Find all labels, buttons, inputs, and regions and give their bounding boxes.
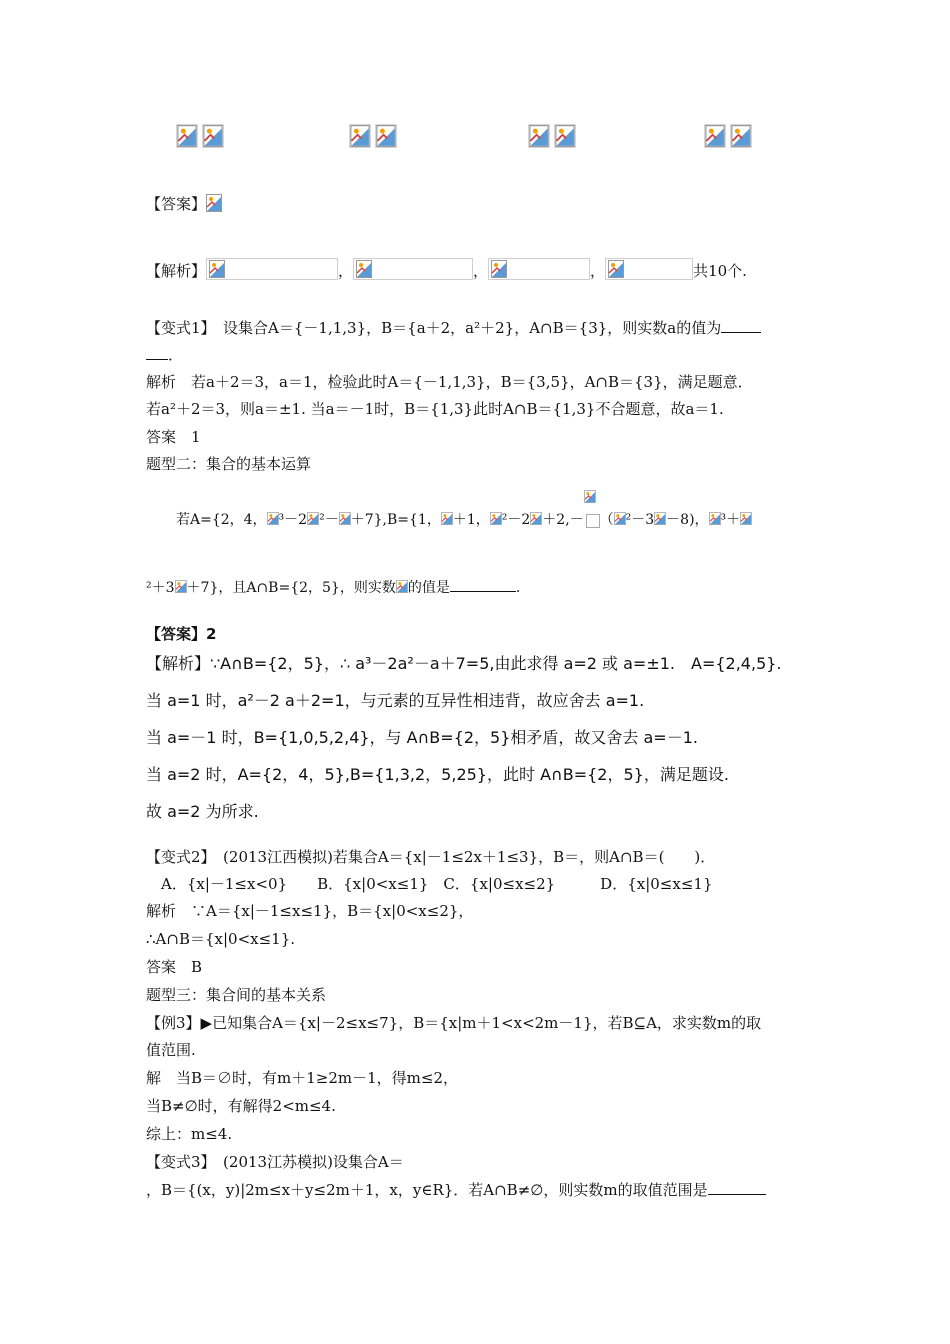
question-text: （ bbox=[599, 512, 614, 528]
broken-image-icon bbox=[349, 124, 371, 148]
variant-1-question-cont bbox=[146, 345, 183, 365]
question-text: 【变式1】 设集合A＝{－1,1,3}，B＝{a＋2，a²＋2}，A∩B＝{3}，则实数a的值为 bbox=[146, 319, 722, 337]
broken-image-icon bbox=[709, 512, 721, 525]
broken-image-icon bbox=[730, 124, 752, 148]
broken-image-icon bbox=[176, 124, 198, 148]
broken-image-icon bbox=[584, 490, 596, 503]
broken-image-icon bbox=[339, 512, 351, 525]
variant-2-analysis-1: 解析 ∵A＝{x|－1≤x≤1}，B＝{x|0<x≤2}， bbox=[146, 902, 474, 920]
formula-image-box bbox=[353, 258, 473, 280]
separator: ， bbox=[473, 262, 489, 280]
variant-3-question: 【变式3】 (2013江苏模拟)设集合A＝ bbox=[146, 1153, 404, 1171]
analysis-2-line-2: 当 a=1 时，a²－2 a＋2=1，与元素的互异性相违背，故应舍去 a=1. bbox=[146, 691, 645, 710]
variant-1-analysis-2: 若a²＋2＝3，则a＝±1. 当a＝－1时，B＝{1,3}此时A∩B＝{1,3}不合题意，故a＝1. bbox=[146, 400, 724, 418]
question-text: ＋7},B={1， bbox=[350, 512, 441, 528]
question-text: ³－2 bbox=[278, 512, 308, 528]
question-text: ²＋3 bbox=[146, 580, 175, 596]
option-a-images bbox=[176, 124, 224, 148]
separator: ， bbox=[590, 262, 606, 280]
analysis-2-line-3: 当 a=－1 时，B={1,0,5,2,4}，与 A∩B={2，5}相矛盾，故又舍去 a=－1. bbox=[146, 728, 698, 747]
question-text: 若A={2，4， bbox=[176, 512, 267, 528]
separator: ， bbox=[338, 262, 354, 280]
question-text: ²－2 bbox=[501, 512, 531, 528]
section-title-type-2: 题型二：集合的基本运算 bbox=[146, 455, 312, 473]
broken-image-icon bbox=[704, 124, 726, 148]
broken-image-icon bbox=[206, 194, 222, 212]
broken-image-icon bbox=[202, 124, 224, 148]
broken-image-icon bbox=[375, 124, 397, 148]
answer-blank bbox=[450, 591, 516, 592]
section-title-type-3: 题型三：集合间的基本关系 bbox=[146, 986, 327, 1004]
variant-1-question bbox=[146, 318, 761, 338]
question-text: ³＋ bbox=[720, 512, 741, 528]
analysis-1-line bbox=[146, 258, 747, 281]
question-text: ，B＝{(x，y)|2m≤x＋y≤2m＋1，x，y∈R}．若A∩B≠∅，则实数m的取值范围是 bbox=[146, 1181, 708, 1199]
broken-image-icon bbox=[490, 512, 502, 525]
broken-image-icon bbox=[530, 512, 542, 525]
formula-image-box bbox=[488, 258, 590, 280]
example-2-line-1 bbox=[176, 508, 752, 530]
analysis-2-line-5: 故 a=2 为所求. bbox=[146, 802, 259, 821]
answer-blank bbox=[146, 359, 168, 360]
example-3-question-cont: 值范围. bbox=[146, 1041, 196, 1059]
question-text: ． bbox=[168, 346, 184, 364]
question-text: . bbox=[515, 580, 521, 596]
example-2-line-2 bbox=[146, 578, 520, 598]
analysis-2-line-1: 【解析】∵A∩B={2，5}，∴ a³－2a²－a＋7=5,由此求得 a=2 或 a=±1. A={2,4,5}. bbox=[146, 654, 782, 673]
broken-image-icon bbox=[175, 580, 187, 593]
formula-image-box bbox=[605, 258, 693, 280]
broken-image-icon bbox=[528, 124, 550, 148]
answer-1-line bbox=[146, 194, 222, 214]
question-text: ²－3 bbox=[625, 512, 655, 528]
question-text: ＋7}，且A∩B={2，5}，则实数 bbox=[186, 580, 396, 596]
variant-1-answer: 答案 1 bbox=[146, 428, 201, 446]
answer-2: 【答案】2 bbox=[146, 625, 217, 643]
question-text: －8)， bbox=[666, 512, 709, 528]
example-3-solution-3: 综上：m≤4. bbox=[146, 1125, 233, 1143]
broken-image-icon bbox=[608, 260, 624, 278]
broken-image-icon bbox=[441, 512, 453, 525]
analysis-2-line-4: 当 a=2 时，A={2，4，5},B={1,3,2，5,25}，此时 A∩B={2，5}，满足题设. bbox=[146, 765, 729, 784]
answer-blank bbox=[721, 332, 761, 333]
analysis-label: 【解析】 bbox=[146, 262, 207, 280]
answer-blank bbox=[708, 1194, 766, 1195]
broken-image-icon bbox=[614, 512, 626, 525]
variant-2-options: A．{x|－1≤x<0} B．{x|0<x≤1} C．{x|0≤x≤2} D．{x|0≤x≤1} bbox=[146, 875, 713, 893]
broken-image-icon bbox=[554, 124, 576, 148]
broken-image-icon bbox=[209, 260, 225, 278]
question-text: ＋1， bbox=[452, 512, 490, 528]
count-text: 共10个. bbox=[693, 262, 747, 280]
broken-image-icon bbox=[307, 512, 319, 525]
broken-image-icon bbox=[396, 580, 408, 593]
broken-image-icon bbox=[267, 512, 279, 525]
broken-image-icon bbox=[654, 512, 666, 525]
variant-2-answer: 答案 B bbox=[146, 958, 203, 976]
option-c-images bbox=[528, 124, 576, 148]
formula-image-box bbox=[206, 258, 338, 280]
answer-label: 【答案】 bbox=[146, 195, 207, 213]
question-text: 的值是 bbox=[407, 580, 450, 596]
variant-2-question: 【变式2】 (2013江西模拟)若集合A＝{x|－1≤2x＋1≤3}，B＝，则A∩B＝( )． bbox=[146, 848, 716, 866]
option-b-images bbox=[349, 124, 397, 148]
variant-2-analysis-2: ∴A∩B＝{x|0<x≤1}. bbox=[146, 930, 296, 948]
example-3-solution-2: 当B≠∅时，有解得2<m≤4. bbox=[146, 1097, 336, 1115]
broken-image-icon bbox=[356, 260, 372, 278]
broken-image-icon bbox=[740, 512, 752, 525]
variant-1-analysis-1: 解析 若a＋2＝3，a＝1，检验此时A＝{－1,1,3}，B＝{3,5}，A∩B＝{3}，满足题意． bbox=[146, 373, 753, 391]
question-text: ＋2,－ bbox=[542, 512, 584, 528]
broken-image-icon bbox=[491, 260, 507, 278]
variant-3-question-cont bbox=[146, 1180, 766, 1200]
fraction-image bbox=[584, 508, 600, 528]
example-3-solution-1: 解 当B＝∅时，有m＋1≥2m－1，得m≤2， bbox=[146, 1069, 459, 1087]
option-d-images bbox=[704, 124, 752, 148]
example-3-question: 【例3】▶已知集合A＝{x|－2≤x≤7}，B＝{x|m＋1<x<2m－1}，若B⊆A，求实数m的取 bbox=[146, 1014, 762, 1032]
question-text: ²－ bbox=[319, 512, 339, 528]
